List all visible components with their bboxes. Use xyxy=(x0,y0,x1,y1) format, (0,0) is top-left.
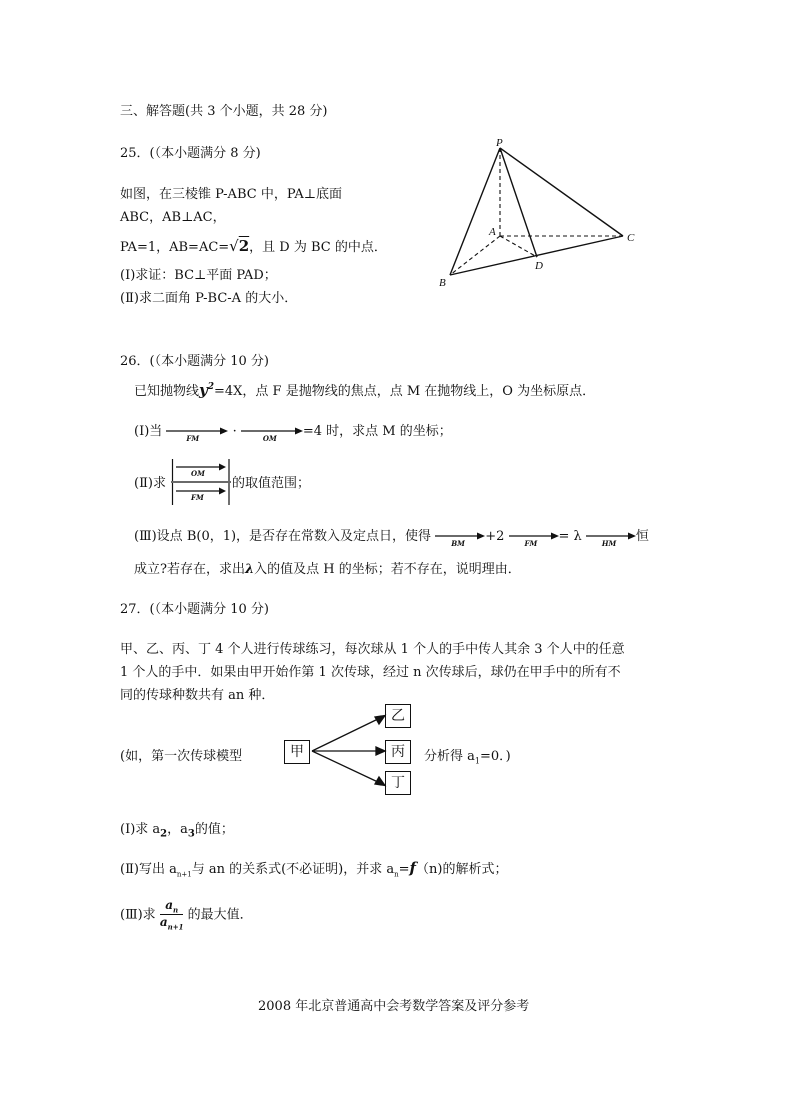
arrow-to-ding xyxy=(312,751,380,783)
dot-operator: · xyxy=(232,424,237,439)
q26-part3-b: 恒 xyxy=(635,529,649,544)
q26-part1-b: =4 时，求点 M 的坐标； xyxy=(302,424,452,439)
q26-part3-c: 成立?若存在，求出 xyxy=(134,562,245,577)
q27-part2-b: 与 an 的关系式(不必证明)，并求 a xyxy=(191,862,395,877)
arrow-to-yi xyxy=(312,718,380,751)
y-exponent: 2 xyxy=(207,382,214,392)
q27-para2: 1 个人的手中．如果由甲开始作第 1 次传球，经过 n 次传球后，球仍在甲手中的所有不 xyxy=(120,665,621,680)
q27-part3-a: (Ⅲ)求 xyxy=(120,907,156,923)
q27-part1-c: 的值； xyxy=(194,822,234,837)
y-letter: y xyxy=(199,381,208,399)
q27-part1 xyxy=(120,818,234,840)
q27-part2 xyxy=(120,858,507,879)
lambda-bold: λ xyxy=(244,562,255,577)
q25-number: 25．(（本小题满分 8 分) xyxy=(120,146,261,161)
q25-line3-b: ，且 D 为 BC 的中点． xyxy=(249,240,387,255)
vector-bm-label: BM xyxy=(451,539,465,548)
q25-part1: (I)求证：BC⊥平面 PAD； xyxy=(120,268,277,283)
magnitude-fraction xyxy=(171,459,231,505)
q27-model-a: (如，第一次传球模型 xyxy=(120,749,243,764)
denominator-sub: n+1 xyxy=(167,922,184,932)
q27-part1-sub3: 3 xyxy=(187,828,195,840)
denominator-a: a xyxy=(159,915,168,930)
pass-arrows xyxy=(310,705,388,795)
vector-fm2-label: FM xyxy=(524,539,538,548)
ratio-numerator xyxy=(160,898,184,915)
q27-part1-b: ，a xyxy=(167,822,188,837)
vector-om-label: OM xyxy=(262,434,277,443)
ratio-denominator xyxy=(160,915,184,931)
q27-para3: 同的传球种数共有 an 种． xyxy=(120,688,275,703)
vector-hm-label: HM xyxy=(601,539,617,548)
q27-part1-sub2: 2 xyxy=(160,828,168,840)
edge-pd xyxy=(500,148,537,257)
box-ding: 丁 xyxy=(385,771,411,795)
q27-part3-b: 的最大值． xyxy=(187,907,253,923)
q26-part3-a: (Ⅲ)设点 B(0，1)，是否存在常数入及定点日，使得 xyxy=(134,529,432,544)
sqrt-value: 2 xyxy=(238,237,250,255)
q25-line3 xyxy=(120,236,387,255)
q26-part2-b: 的取值范围； xyxy=(232,476,311,491)
q27-para1: 甲、乙、丙、丁 4 个人进行传球练习，每次球从 1 个人的手中传人其余 3 个人中的任意 xyxy=(120,642,625,657)
q26-intro-a: 已知抛物线 xyxy=(134,384,200,399)
q26-part3-line1 xyxy=(134,525,649,548)
vector-om-1 xyxy=(241,425,303,443)
box-bing: 丙 xyxy=(385,740,411,764)
q26-part2-a: (Ⅱ)求 xyxy=(134,476,166,491)
q27-part3 xyxy=(120,898,253,932)
plus-two: +2 xyxy=(485,529,505,544)
numerator-sub: n xyxy=(172,905,179,915)
q26-part3-line2 xyxy=(134,558,521,577)
magnitude-om-label: OM xyxy=(191,469,205,478)
vector-fm-2 xyxy=(509,530,559,548)
q27-part2-sub2: n xyxy=(394,870,399,879)
label-a: A xyxy=(489,226,496,238)
label-p: P xyxy=(496,137,503,149)
q27-part2-a: (Ⅱ)写出 a xyxy=(120,862,177,877)
q27-model-sub: 1 xyxy=(474,756,480,766)
numerator-a: a xyxy=(165,898,173,912)
box-yi: 乙 xyxy=(385,704,411,728)
section-heading: 三、解答题(共 3 个小题，共 28 分) xyxy=(120,104,328,119)
label-d: D xyxy=(535,260,543,272)
vector-fm-label: FM xyxy=(186,434,200,443)
q27-part2-sub: n+1 xyxy=(176,870,192,879)
q27-number: 27．(（本小题满分 10 分) xyxy=(120,602,269,617)
equals-lambda: = λ xyxy=(558,529,582,544)
q27-model-result xyxy=(424,745,511,766)
q25-line3-a: PA=1，AB=AC= xyxy=(120,240,230,255)
q27-model-c: =0．) xyxy=(479,749,511,764)
q27-model-b: 分析得 a xyxy=(424,749,475,764)
q25-line1: 如图，在三棱锥 P-ABC 中，PA⊥底面 xyxy=(120,187,342,202)
sqrt-symbol: √ xyxy=(229,237,239,255)
edge-pc xyxy=(500,148,623,236)
q26-part3-d: 入的值及点 H 的坐标；若不存在，说明理由． xyxy=(254,562,521,577)
tetrahedron-figure xyxy=(430,135,650,295)
q27-part1-a: (I)求 a xyxy=(120,822,161,837)
q26-intro xyxy=(134,380,595,399)
q26-part1 xyxy=(134,420,452,443)
magnitude-fm-label: FM xyxy=(191,493,204,502)
q26-part1-a: (I)当 xyxy=(134,424,163,439)
q27-part2-d: （n)的解析式； xyxy=(416,862,508,877)
ratio-fraction xyxy=(160,898,184,932)
vector-bm xyxy=(435,530,485,548)
box-jia: 甲 xyxy=(284,740,310,764)
q27-part2-c: = xyxy=(398,862,410,877)
f-italic: f xyxy=(409,859,416,877)
page-footer: 2008 年北京普通高中会考数学答案及评分参考 xyxy=(258,999,530,1014)
vector-fm-1 xyxy=(166,425,228,443)
y-variable xyxy=(199,381,214,399)
q26-number: 26．(（本小题满分 10 分) xyxy=(120,354,269,369)
label-b: B xyxy=(439,277,446,289)
vector-hm xyxy=(586,530,636,548)
q25-line2: ABC，AB⊥AC， xyxy=(120,210,226,225)
q25-part2: (Ⅱ)求二面角 P-BC-A 的大小． xyxy=(120,291,298,306)
q26-intro-b: =4X，点 F 是抛物线的焦点，点 M 在抛物线上，O 为坐标原点． xyxy=(214,384,596,399)
label-c: C xyxy=(627,232,635,244)
